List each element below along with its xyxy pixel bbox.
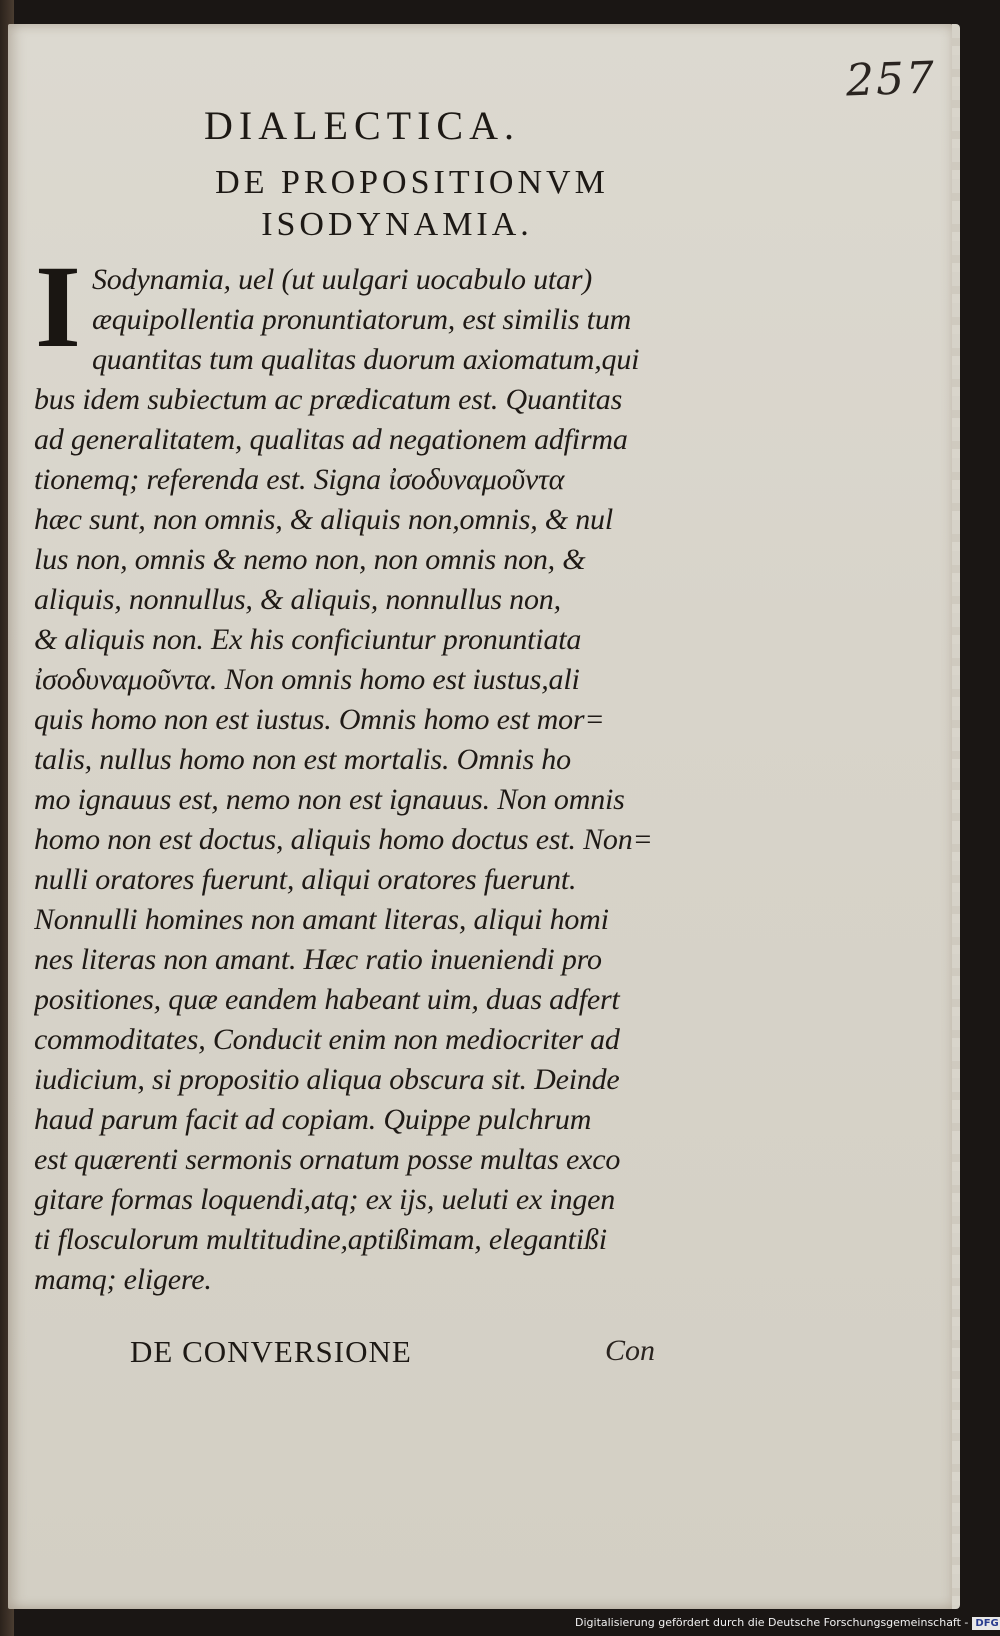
body-line: & aliquis non. Ex his conficiuntur pronuntiata: [34, 623, 582, 656]
running-head: DIALECTICA.: [204, 103, 520, 148]
body-line: gitare formas loquendi,atq; ex ijs, ueluti ex ingen: [34, 1183, 616, 1216]
body-line: bus idem subiectum ac prædicatum est. Quantitas: [34, 383, 623, 416]
body-line: tionemq; referenda est. Signa ἰσοδυναμοῦντα: [34, 463, 565, 496]
drop-cap-initial: I: [35, 254, 81, 360]
body-line: ad generalitatem, qualitas ad negationem adfirma: [34, 423, 628, 456]
dfg-logo: DFG: [972, 1617, 1000, 1630]
body-line: quantitas tum qualitas duorum axiomatum,qui: [92, 343, 640, 376]
body-line: nes literas non amant. Hæc ratio inueniendi pro: [34, 943, 602, 976]
section-heading-line-1: DE PROPOSITIONVM: [215, 164, 609, 201]
body-line: iudicium, si propositio aliqua obscura sit. Deinde: [34, 1063, 620, 1096]
body-line: æquipollentia pronuntiatorum, est similis tum: [92, 303, 632, 336]
next-section-heading: DE CONVERSIONE: [130, 1334, 412, 1369]
body-line: est quærenti sermonis ornatum posse multas exco: [34, 1143, 621, 1176]
section-heading-line-2: ISODYNAMIA.: [261, 206, 533, 243]
body-line: homo non est doctus, aliquis homo doctus est. Non=: [34, 823, 653, 856]
body-line: ti flosculorum multitudine,aptißimam, elegantißi: [34, 1223, 607, 1256]
body-line: talis, nullus homo non est mortalis. Omnis ho: [34, 743, 571, 776]
body-line: lus non, omnis & nemo non, non omnis non, &: [34, 543, 586, 576]
credit-text: Digitalisierung gefördert durch die Deutsche Forschungsgemeinschaft -: [575, 1616, 969, 1629]
digitization-credit: [575, 1614, 999, 1632]
body-line: mo ignauus est, nemo non est ignauus. Non omnis: [34, 783, 625, 816]
folio-number: 257: [845, 52, 937, 107]
body-line: Sodynamia, uel (ut uulgari uocabulo utar): [92, 263, 593, 296]
body-line: haud parum facit ad copiam. Quippe pulchrum: [34, 1103, 592, 1136]
body-line: quis homo non est iustus. Omnis homo est mor=: [34, 703, 605, 736]
body-line: ἰσοδυναμοῦντα. Non omnis homo est iustus,ali: [34, 663, 580, 696]
catchword: Con: [605, 1334, 656, 1367]
body-line: aliquis, nonnullus, & aliquis, nonnullus non,: [34, 583, 561, 616]
book-page: [8, 24, 956, 1609]
body-line: hæc sunt, non omnis, & aliquis non,omnis, & nul: [34, 503, 613, 536]
body-line: commoditates, Conducit enim non mediocriter ad: [34, 1023, 620, 1056]
body-line: Nonnulli homines non amant literas, aliqui homi: [34, 903, 609, 936]
body-line: mamq; eligere.: [34, 1263, 212, 1296]
body-line: nulli oratores fuerunt, aliqui oratores fuerunt.: [34, 863, 577, 896]
body-line: positiones, quæ eandem habeant uim, duas adfert: [34, 983, 620, 1016]
